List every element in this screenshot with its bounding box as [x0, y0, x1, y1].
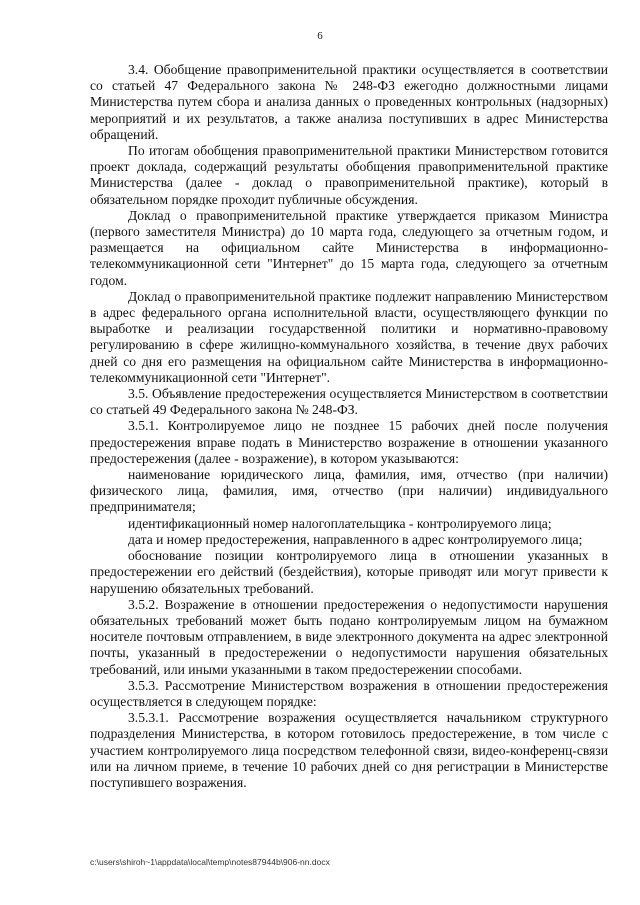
list-item-justification: обоснование позиции контролируемого лица в отношении указанных в предостережении его действий (бездействия), которые приводят или могут привести к нарушению обязательных требований.	[90, 548, 608, 596]
paragraph-3-5: 3.5. Объявление предостережения осуществляется Министерством в соответствии со статьей 49 Федерального закона № 248-ФЗ.	[90, 386, 608, 418]
paragraph-3-5-2: 3.5.2. Возражение в отношении предостережения о недопустимости нарушения обязательных требований может быть подано контролируемым лицом на бумажном носителе почтовым отправлением, в виде электронного документа на адрес электронной почты, указанный в предостережении о недопустимости нарушения обязательных требований, или иными указанными в таком предостережении способами.	[90, 596, 608, 677]
paragraph-report-approval: Доклад о правоприменительной практике утверждается приказом Министра (первого заместителя Министра) до 10 марта года, следующего за отчетным годом, и размещается на официальном сайте Министерства в информационно-телекоммуникационной сети "Интернет" до 15 марта года, следующего за отчетным годом.	[90, 207, 608, 288]
page-number: 6	[317, 30, 323, 42]
paragraph-3-5-1: 3.5.1. Контролируемое лицо не позднее 15 рабочих дней после получения предостережения вправе подать в Министерство возражение в отношении указанного предостережения (далее - возражение), в котором указываются:	[90, 418, 608, 466]
document-body	[90, 62, 608, 791]
paragraph-report-preparation: По итогам обобщения правоприменительной практики Министерством готовится проект доклада, содержащий результаты обобщения правоприменительной практике Министерства (далее - доклад о правоприменительной практике), который в обязательном порядке проходит публичные обсуждения.	[90, 143, 608, 207]
list-item-name: наименование юридического лица, фамилия, имя, отчество (при наличии) физического лица, фамилия, имя, отчество (при наличии) индивидуального предпринимателя;	[90, 467, 608, 515]
footer-file-path: c:\users\shiroh~1\appdata\local\temp\notes87944b\906-nn.docx	[90, 857, 330, 867]
paragraph-3-5-3-1: 3.5.3.1. Рассмотрение возражения осуществляется начальником структурного подразделения Министерства, в котором готовилось предостережение, в том числе с участием контролируемого лица посредством телефонной связи, видео-конференц-связи или на личном приеме, в течение 10 рабочих дней со дня регистрации в Министерстве поступившего возражения.	[90, 710, 608, 790]
list-item-date-number: дата и номер предостережения, направленного в адрес контролируемого лица;	[128, 531, 583, 547]
list-item-inn: идентификационный номер налогоплательщика - контролируемого лица;	[128, 515, 552, 531]
paragraph-3-4: 3.4. Обобщение правоприменительной практики осуществляется в соответствии со статьей 47 Федерального закона № 248-ФЗ ежегодно должностными лицами Министерства путем сбора и анализа данных о проведенных контрольных (надзорных) мероприятий и их результатов, а также анализа поступивших в адрес Министерства обращений.	[90, 62, 608, 142]
paragraph-3-5-3: 3.5.3. Рассмотрение Министерством возражения в отношении предостережения осуществляется в следующем порядке:	[90, 677, 608, 709]
paragraph-report-submission: Доклад о правоприменительной практике подлежит направлению Министерством в адрес федерального органа исполнительной власти, осуществляющего функции по выработке и реализации государственной политики и нормативно-правовому регулированию в сфере жилищно-коммунального хозяйства, в течение двух рабочих дней со дня его размещения на официальном сайте Министерства в информационно-телекоммуникационной сети "Интернет".	[90, 288, 608, 385]
